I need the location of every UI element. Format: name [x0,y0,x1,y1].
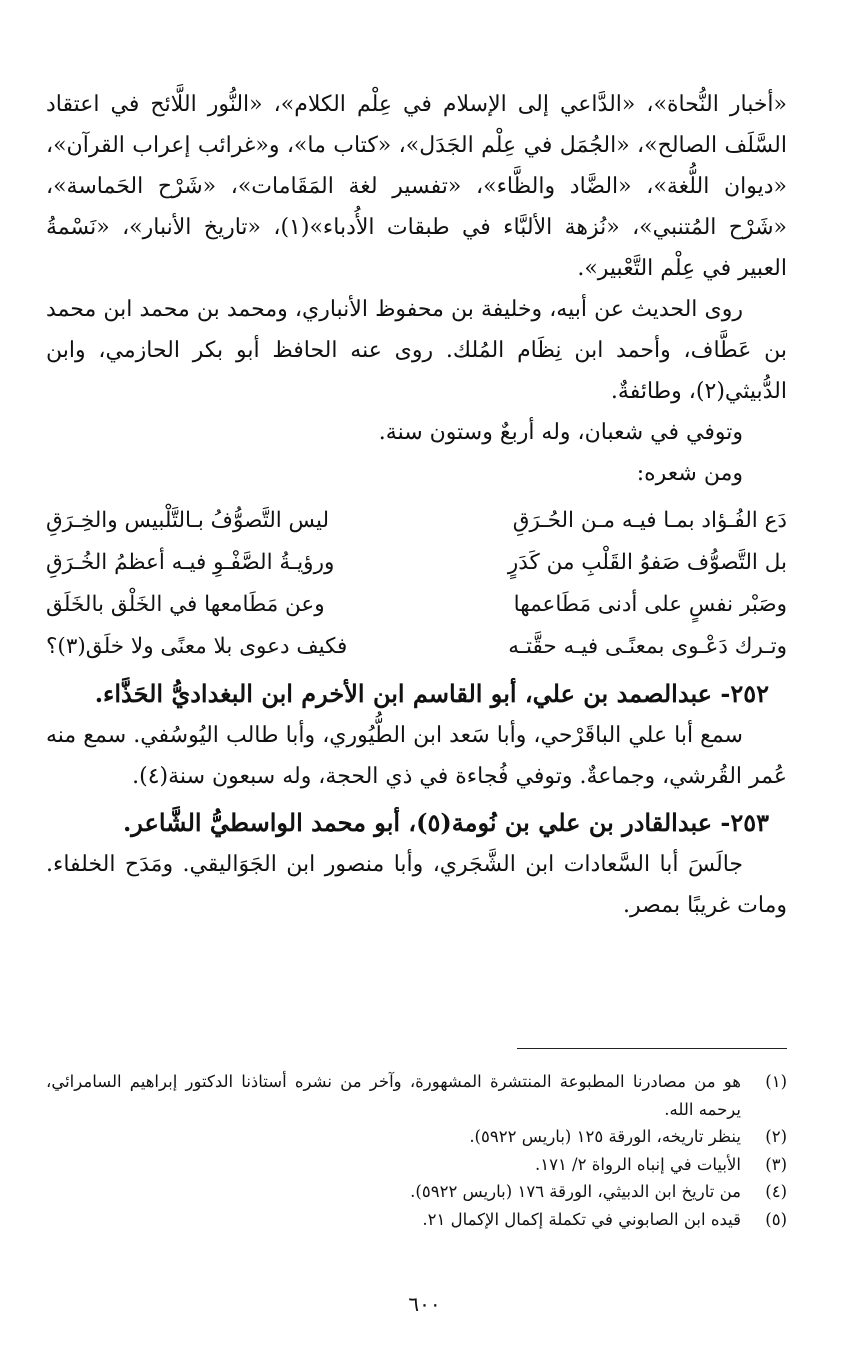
footnote-text: من تاريخ ابن الدبيثي، الورقة ١٧٦ (باريس ٥٩٢٢). [410,1182,741,1201]
narration-paragraph: روى الحديث عن أبيه، وخليفة بن محفوظ الأنباري، ومحمد بن محمد ابن محمد بن عَطَّاف، وأحمد ابن نِظَام المُلك. روى عنه الحافظ أبو بكر الحازمي، وابن الدُّبيثي(٢)، وطائفةٌ. [46,297,787,404]
poem [46,500,787,668]
poetry-intro: ومن شعره: [636,461,743,486]
footnote-text: ينظر تاريخه، الورقة ١٢٥ (باريس ٥٩٢٢). [469,1127,741,1146]
footnote-number: (١) [765,1072,787,1091]
verse-second-hemistich: فكيف دعوى بلا معنًى ولا خلَق(٣)؟ [46,634,348,659]
verse-first-hemistich: بل التَّصوُّف صَفوُ القَلْبِ من كَدَرٍ [507,550,787,575]
footnote-number: (٤) [765,1182,787,1201]
verse-first-hemistich: دَع الفُـؤاد بمـا فيـه مـن الحُـرَقِ [512,508,787,533]
death-paragraph: وتوفي في شعبان، وله أربعٌ وستون سنة. [378,420,743,445]
footnote-text: هو من مصادرنا المطبوعة المنتشرة المشهورة، وآخر من نشره أستاذنا الدكتور إبراهيم السامرائي، يرحمه الله. [46,1072,741,1119]
verse-second-hemistich: ليس التَّصوُّفُ بـالتَّلْبيس والخِـرَقِ [46,508,330,533]
footnote-number: (٢) [765,1127,787,1146]
poem-verse [46,500,787,542]
footnote-number: (٣) [765,1154,787,1174]
footnote-text: الأبيات في إنباه الرواة ٢/ ١٧١. [534,1154,741,1174]
verse-second-hemistich: ورؤيـةُ الصَّفْـوِ فيـه أعظمُ الخُـرَقِ [46,550,335,575]
footnote-number: (٥) [765,1209,787,1229]
footnote [46,1068,787,1123]
entry-253-text: جالَسَ أبا السَّعادات ابن الشَّجَري، وأبا منصور ابن الجَوَاليقي. ومَدَح الخلفاء. ومات غريبًا بمصر. [46,852,787,918]
verse-second-hemistich: وعن مَطَامعها في الخَلْق بالخَلَق [46,592,325,617]
entry-253-heading: ٢٥٣- عبدالقادر بن علي بن نُومة(٥)، أبو محمد الواسطيُّ الشَّاعر. [122,808,769,837]
footnote [46,1178,787,1206]
page-number: ٦٠٠ [408,1292,441,1316]
footnote [46,1123,787,1151]
footnote-separator [517,1048,787,1049]
footnote [46,1206,787,1234]
footnotes [46,1068,787,1233]
entry-252-text: سمع أبا علي الباقَرْحي، وأبا سَعد ابن الطُّيُوري، وأبا طالب اليُوسُفي. سمع منه عُمر القُرشي، وجماعةٌ. وتوفي فُجاءة في ذي الحجة، وله سبعون سنة(٤). [46,723,787,789]
poem-verse [46,584,787,626]
entry-252-heading: ٢٥٢- عبدالصمد بن علي، أبو القاسم ابن الأخرم ابن البغداديُّ الحَذَّاء. [94,679,769,708]
footnote [46,1151,787,1179]
verse-first-hemistich: وتـرك دَعْـوى بمعنًـى فيـه حقَّتـه [508,634,787,659]
verse-first-hemistich: وصَبْر نفسٍ على أدنى مَطَاعمها [513,592,787,617]
footnote-text: قيده ابن الصابوني في تكملة إكمال الإكمال ٢١. [422,1209,741,1229]
poem-verse [46,542,787,584]
poem-verse [46,626,787,668]
works-paragraph: «أخبار النُّحاة»، «الدَّاعي إلى الإسلام في عِلْم الكلام»، «النُّور اللَّائح في اعتقاد السَّلَف الصالح»، «الجُمَل في عِلْم الجَدَل»، «كتاب ما»، و«غرائب إعراب القرآن»، «ديوان اللُّغة»، «الضَّاد والظَّاء»، «تفسير لغة المَقَامات»، «شَرْح الحَماسة»، «شَرْح المُتنبي»، «نُزهة الألبَّاء في طبقات الأُدباء»(١)، «تاريخ الأنبار»، «نَسْمةُ العبير في عِلْم التَّعْبير». [46,92,788,281]
